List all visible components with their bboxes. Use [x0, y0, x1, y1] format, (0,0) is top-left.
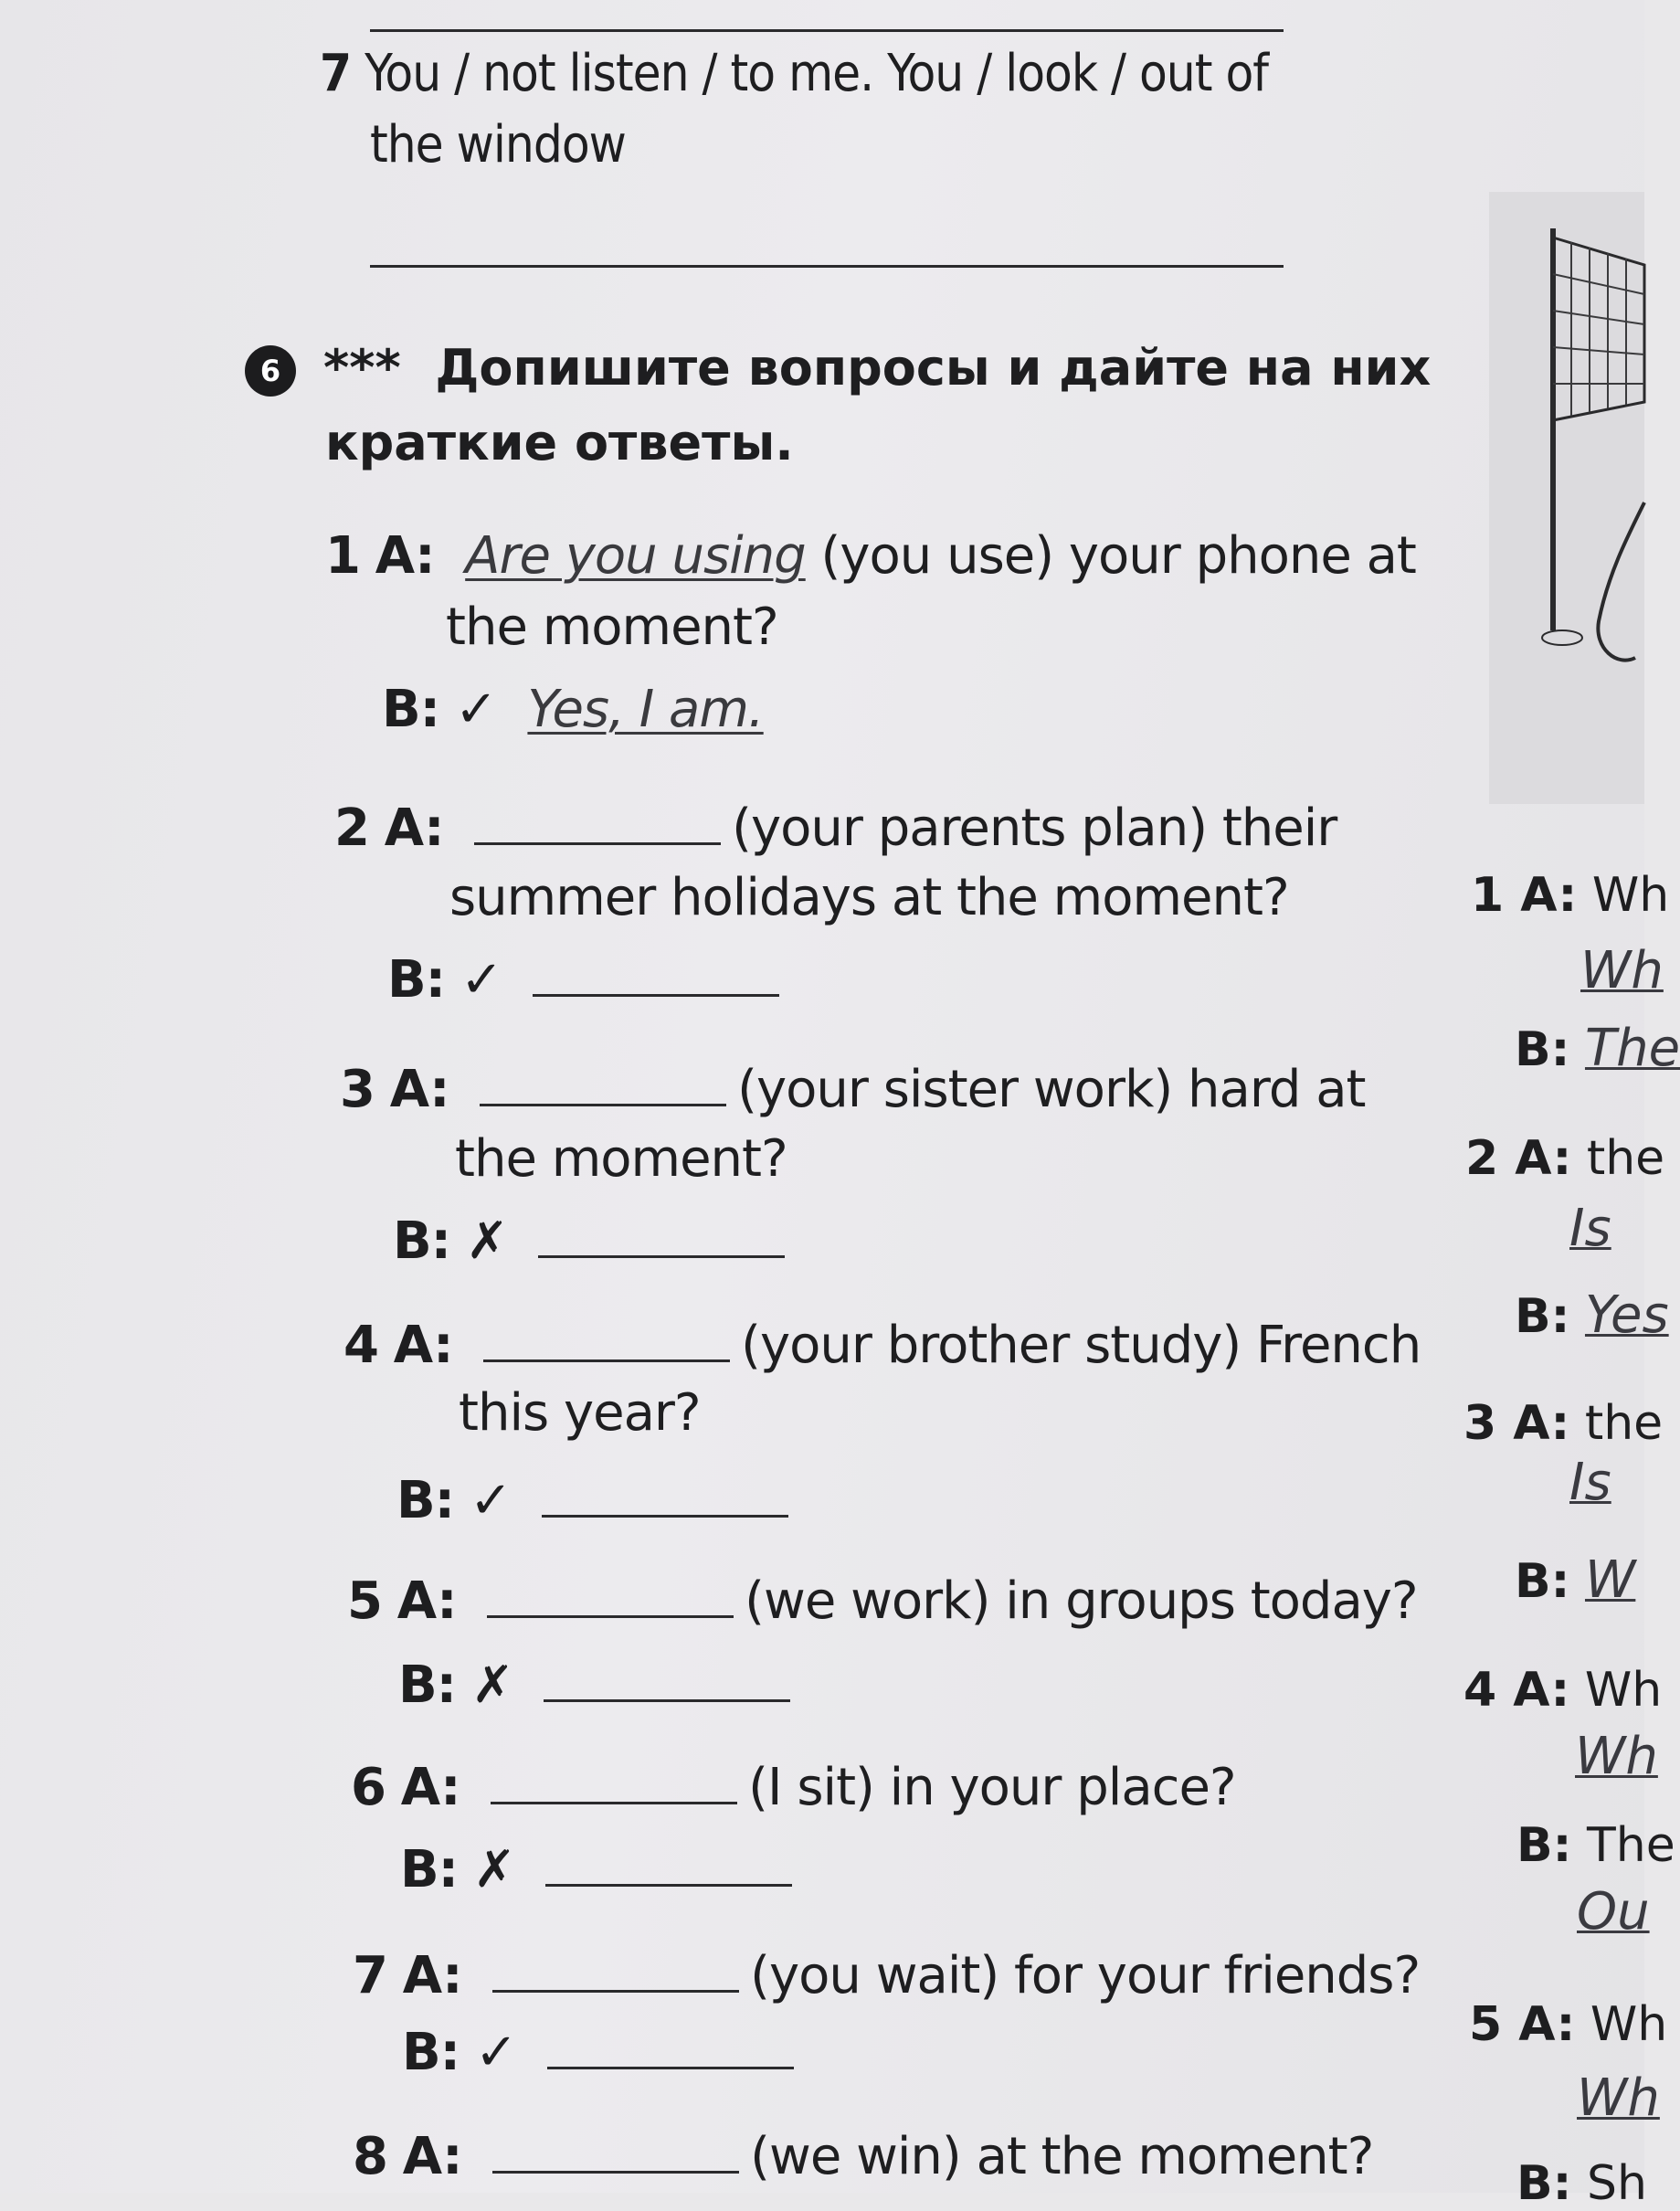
item-4-question: 4 A: (your brother study) French [343, 1312, 1421, 1376]
right-item-3-reply: B: W [1515, 1550, 1636, 1610]
net-drawing-icon [1489, 192, 1644, 804]
prev-item-line1: 7 You / not listen / to me. You / look / out of [320, 44, 1269, 103]
item-5-answer-blank[interactable] [487, 1568, 734, 1618]
right-item-4: 4 A: Wh [1463, 1663, 1663, 1718]
right-item-2-handwritten: Is [1569, 1199, 1611, 1258]
right-item-5-reply: B: Sh [1516, 2156, 1647, 2211]
item-1-reply: B: ✓ Yes, I am. [382, 680, 764, 739]
volleyball-net-illustration [1489, 192, 1644, 804]
answer-line [370, 29, 1284, 32]
item-1-handwritten-answer: Are you using [465, 526, 806, 586]
right-item-1: 1 A: Wh [1471, 868, 1670, 923]
item-7-reply-blank[interactable] [547, 2019, 794, 2069]
item-6-reply: B: ✗ [400, 1836, 803, 1900]
item-3-reply-blank[interactable] [538, 1208, 785, 1258]
item-1-handwritten-reply: Yes, I am. [527, 680, 764, 739]
item-2-answer-blank[interactable] [474, 795, 721, 845]
item-3-continuation: the moment? [455, 1129, 787, 1189]
item-7-answer-blank[interactable] [492, 1942, 739, 1993]
item-6-question: 6 A: (I sit) in your place? [351, 1754, 1236, 1818]
answer-line [370, 265, 1284, 268]
item-8-answer-blank[interactable] [492, 2123, 739, 2174]
item-2-continuation: summer holidays at the moment? [449, 868, 1289, 927]
right-item-2-reply: B: Yes [1515, 1285, 1669, 1345]
item-8-question: 8 A: (we win) at the moment? [353, 2123, 1373, 2187]
right-item-4-handwritten: Wh [1575, 1727, 1658, 1786]
item-6-answer-blank[interactable] [491, 1754, 737, 1804]
exercise-heading-line1: *** Допишите вопросы и дайте на них [323, 339, 1432, 397]
prev-item-line2: the window [370, 115, 626, 175]
item-2-reply-blank[interactable] [533, 947, 779, 997]
item-7-reply: B: ✓ [402, 2019, 805, 2083]
right-item-5-handwritten: Wh [1577, 2068, 1660, 2128]
exercise-number-badge: 6 [245, 345, 296, 397]
item-4-reply-blank[interactable] [542, 1467, 788, 1518]
item-1-continuation: the moment? [446, 598, 778, 657]
show-through-text [292, 137, 306, 184]
item-5-question: 5 A: (we work) in groups today? [347, 1568, 1418, 1632]
right-item-1-handwritten: Wh [1580, 941, 1664, 1000]
item-7-question: 7 A: (you wait) for your friends? [353, 1942, 1420, 2006]
item-2-reply: B: ✓ [387, 947, 790, 1010]
exercise-heading-line2: краткие ответы. [325, 414, 794, 471]
item-3-reply: B: ✗ [393, 1208, 796, 1272]
right-item-2: 2 A: the [1465, 1131, 1665, 1186]
item-4-continuation: this year? [459, 1383, 701, 1443]
right-item-3-handwritten: Is [1569, 1453, 1611, 1512]
item-4-answer-blank[interactable] [483, 1312, 730, 1362]
right-item-1-reply: B: The [1515, 1019, 1680, 1078]
item-3-question: 3 A: (your sister work) hard at [340, 1056, 1366, 1120]
right-item-5: 5 A: Wh [1469, 1997, 1668, 2052]
item-5-reply: B: ✗ [398, 1652, 801, 1716]
item-6-reply-blank[interactable] [545, 1836, 792, 1887]
right-item-4-reply: B: The [1516, 1818, 1675, 1873]
right-item-4-reply-handwritten: Ou [1577, 1882, 1650, 1941]
item-1-question: 1 A: Are you using (you use) your phone at [325, 526, 1416, 586]
item-2-question: 2 A: (your parents plan) their [334, 795, 1337, 859]
item-4-reply: B: ✓ [396, 1467, 799, 1531]
right-item-3: 3 A: the [1463, 1396, 1664, 1451]
item-5-reply-blank[interactable] [544, 1652, 790, 1702]
item-3-answer-blank[interactable] [480, 1056, 726, 1106]
